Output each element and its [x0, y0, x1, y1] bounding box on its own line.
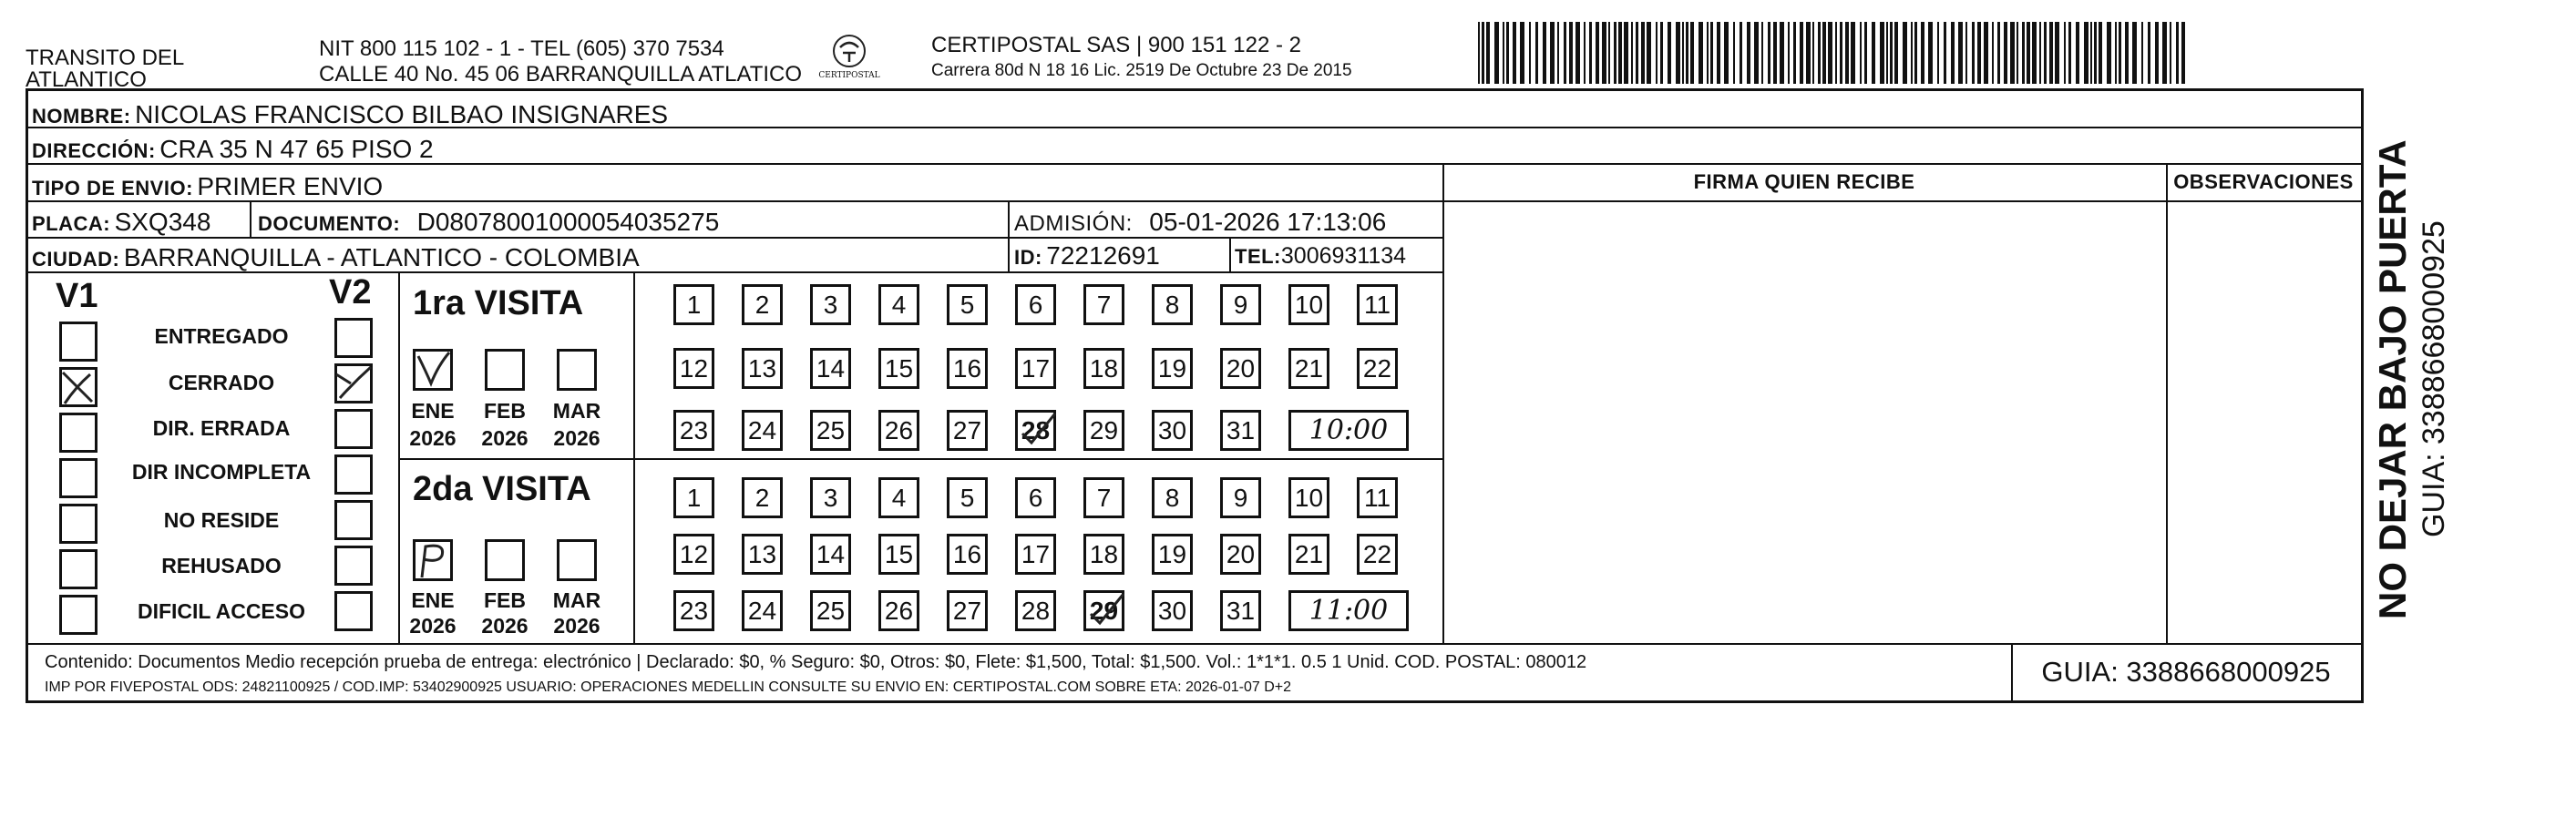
first-visit-day-7[interactable]: 7 — [1083, 284, 1124, 325]
status-no-reside: NO RESIDE — [163, 508, 280, 532]
id-label: ID: — [1014, 246, 1042, 269]
v2-checkbox-dir-incompleta[interactable] — [334, 454, 373, 495]
second-visit-day-21[interactable]: 21 — [1288, 534, 1329, 575]
v1-checkbox-dificil-acceso[interactable] — [59, 595, 97, 635]
v2-checkbox-rehusado[interactable] — [334, 546, 373, 586]
first-visit-day-20[interactable]: 20 — [1220, 348, 1261, 389]
second-visit-day-30[interactable]: 30 — [1152, 590, 1193, 631]
barcode — [1476, 22, 2187, 84]
first-visit-year-feb: 2026 — [481, 426, 529, 450]
second-visit-day-19[interactable]: 19 — [1152, 534, 1193, 575]
second-visit-day-3[interactable]: 3 — [810, 477, 851, 518]
first-visit-day-13[interactable]: 13 — [742, 348, 783, 389]
v2-checkbox-entregado[interactable] — [334, 318, 373, 358]
logo-text: CERTIPOSTAL — [818, 71, 880, 80]
second-visit-month-mar-checkbox[interactable] — [557, 539, 597, 581]
second-visit-day-28[interactable]: 28 — [1015, 590, 1056, 631]
tel-cell — [1235, 243, 1406, 270]
first-visit-time-box[interactable]: 10:00 — [1288, 410, 1409, 451]
documento-label: DOCUMENTO: — [258, 212, 401, 235]
placa-label: PLACA: — [32, 212, 111, 235]
second-visit-day-4[interactable]: 4 — [878, 477, 919, 518]
company-line: CERTIPOSTAL SAS | 900 151 122 - 2 — [931, 33, 1301, 57]
second-visit-day-18[interactable]: 18 — [1083, 534, 1124, 575]
second-visit-day-17[interactable]: 17 — [1015, 534, 1056, 575]
first-visit-day-17[interactable]: 17 — [1015, 348, 1056, 389]
second-visit-title: 2da VISITA — [413, 470, 591, 508]
second-visit-day-5[interactable]: 5 — [947, 477, 988, 518]
second-visit-day-16[interactable]: 16 — [947, 534, 988, 575]
second-visit-time-box[interactable]: 11:00 — [1288, 590, 1409, 631]
handwritten-p-icon — [413, 539, 453, 581]
observaciones-label: OBSERVACIONES — [2173, 170, 2354, 193]
second-visit-year-mar: 2026 — [553, 614, 600, 638]
status-dir-incompleta: DIR INCOMPLETA — [131, 460, 312, 484]
handwritten-x-icon — [59, 367, 97, 407]
second-visit-day-26[interactable]: 26 — [878, 590, 919, 631]
admision-value: 05-01-2026 17:13:06 — [1149, 208, 1387, 236]
first-visit-day-1[interactable]: 1 — [673, 284, 714, 325]
v2-checkbox-no-reside[interactable] — [334, 500, 373, 540]
second-visit-day-14[interactable]: 14 — [810, 534, 851, 575]
certipostal-logo — [813, 31, 886, 89]
v1-checkbox-cerrado[interactable] — [59, 367, 97, 407]
status-cerrado: CERRADO — [168, 371, 275, 394]
nombre-label: NOMBRE: — [32, 105, 131, 128]
nombre-row — [32, 100, 668, 129]
second-visit-day-23[interactable]: 23 — [673, 590, 714, 631]
footer-imp-line: IMP POR FIVEPOSTAL ODS: 24821100925 / COD.IMP: 53402900925 USUARIO: OPERACIONES MEDELLIN CONSULTE SU ENVIO EN: CERTIPOSTAL.COM SOBRE ETA: 2026-01-07 D+2 — [45, 679, 1292, 695]
ciudad-label: CIUDAD: — [32, 248, 120, 271]
second-visit-day-13[interactable]: 13 — [742, 534, 783, 575]
second-visit-month-ene: ENE — [411, 588, 455, 612]
first-visit-day-14[interactable]: 14 — [810, 348, 851, 389]
side-warning: NO DEJAR BAJO PUERTA — [2371, 139, 2414, 619]
sender-nit: NIT 800 115 102 - 1 - TEL (605) 370 7534 — [319, 36, 724, 61]
second-visit-day-10[interactable]: 10 — [1288, 477, 1329, 518]
side-guia: GUIA: 3388668000925 — [2417, 220, 2451, 537]
second-visit-day-11[interactable]: 11 — [1357, 477, 1398, 518]
first-visit-day-24[interactable]: 24 — [742, 410, 783, 451]
first-visit-day-29[interactable]: 29 — [1083, 410, 1124, 451]
first-visit-day-21[interactable]: 21 — [1288, 348, 1329, 389]
v2-label: V2 — [329, 273, 372, 311]
first-visit-day-3[interactable]: 3 — [810, 284, 851, 325]
tipo-value: PRIMER ENVIO — [197, 172, 384, 200]
first-visit-day-22[interactable]: 22 — [1357, 348, 1398, 389]
second-visit-day-22[interactable]: 22 — [1357, 534, 1398, 575]
first-visit-day-6[interactable]: 6 — [1015, 284, 1056, 325]
v1-label: V1 — [56, 277, 98, 315]
direccion-row — [32, 135, 434, 164]
handwritten-tick-icon — [1083, 590, 1124, 631]
first-visit-day-23[interactable]: 23 — [673, 410, 714, 451]
status-entregado: ENTREGADO — [154, 324, 289, 348]
id-value: 72212691 — [1046, 241, 1160, 270]
first-visit-day-11[interactable]: 11 — [1357, 284, 1398, 325]
second-visit-year-feb: 2026 — [481, 614, 529, 638]
second-visit-month-feb-checkbox[interactable] — [485, 539, 525, 581]
sender-name-line1: TRANSITO DEL — [26, 46, 185, 70]
first-visit-day-4[interactable]: 4 — [878, 284, 919, 325]
tel-value: 3006931134 — [1280, 243, 1407, 269]
delivery-form — [26, 88, 2364, 703]
first-visit-day-2[interactable]: 2 — [742, 284, 783, 325]
first-visit-day-25[interactable]: 25 — [810, 410, 851, 451]
second-visit-day-29[interactable]: 29 — [1083, 590, 1124, 631]
first-visit-title: 1ra VISITA — [413, 284, 584, 322]
first-visit-month-ene-checkbox[interactable] — [413, 349, 453, 391]
status-rehusado: REHUSADO — [161, 554, 282, 577]
second-visit-day-6[interactable]: 6 — [1015, 477, 1056, 518]
v2-checkbox-dir-errada[interactable] — [334, 409, 373, 449]
first-visit-day-28[interactable]: 28 — [1015, 410, 1056, 451]
handwritten-tick-icon — [1015, 410, 1056, 451]
second-visit-day-1[interactable]: 1 — [673, 477, 714, 518]
second-visit-day-2[interactable]: 2 — [742, 477, 783, 518]
v1-checkbox-dir-incompleta[interactable] — [59, 458, 97, 498]
certipostal-logo-icon — [813, 31, 886, 89]
first-visit-month-feb-checkbox[interactable] — [485, 349, 525, 391]
v2-checkbox-cerrado[interactable] — [334, 363, 373, 403]
second-visit-day-9[interactable]: 9 — [1220, 477, 1261, 518]
v1-checkbox-entregado[interactable] — [59, 322, 97, 362]
first-visit-day-19[interactable]: 19 — [1152, 348, 1193, 389]
second-visit-day-8[interactable]: 8 — [1152, 477, 1193, 518]
tipo-row — [32, 172, 383, 201]
sender-address: CALLE 40 No. 45 06 BARRANQUILLA ATLATICO — [319, 62, 803, 87]
handwritten-check-icon — [334, 363, 373, 403]
first-visit-day-30[interactable]: 30 — [1152, 410, 1193, 451]
status-dificil-acceso: DIFICIL ACCESO — [137, 599, 305, 623]
documento-cell — [258, 208, 719, 237]
second-visit-month-ene-checkbox[interactable] — [413, 539, 453, 581]
first-visit-day-9[interactable]: 9 — [1220, 284, 1261, 325]
first-visit-day-10[interactable]: 10 — [1288, 284, 1329, 325]
first-visit-year-ene: 2026 — [409, 426, 457, 450]
ciudad-value: BARRANQUILLA - ATLANTICO - COLOMBIA — [123, 243, 640, 271]
first-visit-day-16[interactable]: 16 — [947, 348, 988, 389]
first-visit-day-26[interactable]: 26 — [878, 410, 919, 451]
first-visit-month-mar: MAR — [552, 399, 601, 423]
company-address: Carrera 80d N 18 16 Lic. 2519 De Octubre 23 De 2015 — [931, 61, 1352, 80]
footer-contenido: Contenido: Documentos Medio recepción prueba de entrega: electrónico | Declarado: $0, % Seguro: $0, Otros: $0, Flete: $1,500, Total: $1,500. Vol.: 1*1*1. 0.5 1 Unid. COD. POSTAL: 080012 — [45, 652, 1587, 672]
nombre-value: NICOLAS FRANCISCO BILBAO INSIGNARES — [135, 100, 669, 128]
second-visit-day-27[interactable]: 27 — [947, 590, 988, 631]
second-visit-day-24[interactable]: 24 — [742, 590, 783, 631]
first-visit-day-27[interactable]: 27 — [947, 410, 988, 451]
tel-label: TEL: — [1235, 245, 1281, 268]
v1-checkbox-no-reside[interactable] — [59, 504, 97, 544]
second-visit-year-ene: 2026 — [409, 614, 457, 638]
first-visit-year-mar: 2026 — [553, 426, 600, 450]
first-visit-day-31[interactable]: 31 — [1220, 410, 1261, 451]
direccion-value: CRA 35 N 47 65 PISO 2 — [159, 135, 434, 163]
first-visit-day-8[interactable]: 8 — [1152, 284, 1193, 325]
second-visit-day-15[interactable]: 15 — [878, 534, 919, 575]
documento-value: D08078001000054035275 — [416, 208, 720, 236]
first-visit-month-ene: ENE — [411, 399, 455, 423]
first-visit-day-18[interactable]: 18 — [1083, 348, 1124, 389]
second-visit-month-mar: MAR — [552, 588, 601, 612]
firma-label: FIRMA QUIEN RECIBE — [1693, 170, 1915, 193]
id-cell — [1014, 241, 1160, 271]
sender-name-line2: ATLANTICO — [26, 67, 147, 92]
placa-row — [32, 208, 210, 237]
status-dir-errada: DIR. ERRADA — [152, 416, 291, 440]
ciudad-row — [32, 243, 640, 272]
v1-checkbox-dir-errada[interactable] — [59, 413, 97, 453]
admision-cell — [1014, 208, 1386, 237]
second-visit-day-31[interactable]: 31 — [1220, 590, 1261, 631]
footer-guia: GUIA: 3388668000925 — [2041, 656, 2331, 688]
first-visit-day-5[interactable]: 5 — [947, 284, 988, 325]
direccion-label: DIRECCIÓN: — [32, 139, 156, 162]
second-visit-day-20[interactable]: 20 — [1220, 534, 1261, 575]
second-visit-day-7[interactable]: 7 — [1083, 477, 1124, 518]
first-visit-day-15[interactable]: 15 — [878, 348, 919, 389]
tipo-label: TIPO DE ENVIO: — [32, 177, 193, 199]
barcode-icon — [1476, 22, 2187, 84]
second-visit-month-feb: FEB — [484, 588, 526, 612]
first-visit-day-12[interactable]: 12 — [673, 348, 714, 389]
first-visit-month-feb: FEB — [484, 399, 526, 423]
admision-label: ADMISIÓN: — [1014, 211, 1133, 236]
second-visit-day-12[interactable]: 12 — [673, 534, 714, 575]
v1-checkbox-rehusado[interactable] — [59, 549, 97, 589]
second-visit-day-25[interactable]: 25 — [810, 590, 851, 631]
handwritten-check-icon — [413, 349, 453, 391]
placa-value: SXQ348 — [114, 208, 211, 236]
v2-checkbox-dificil-acceso[interactable] — [334, 591, 373, 631]
first-visit-month-mar-checkbox[interactable] — [557, 349, 597, 391]
